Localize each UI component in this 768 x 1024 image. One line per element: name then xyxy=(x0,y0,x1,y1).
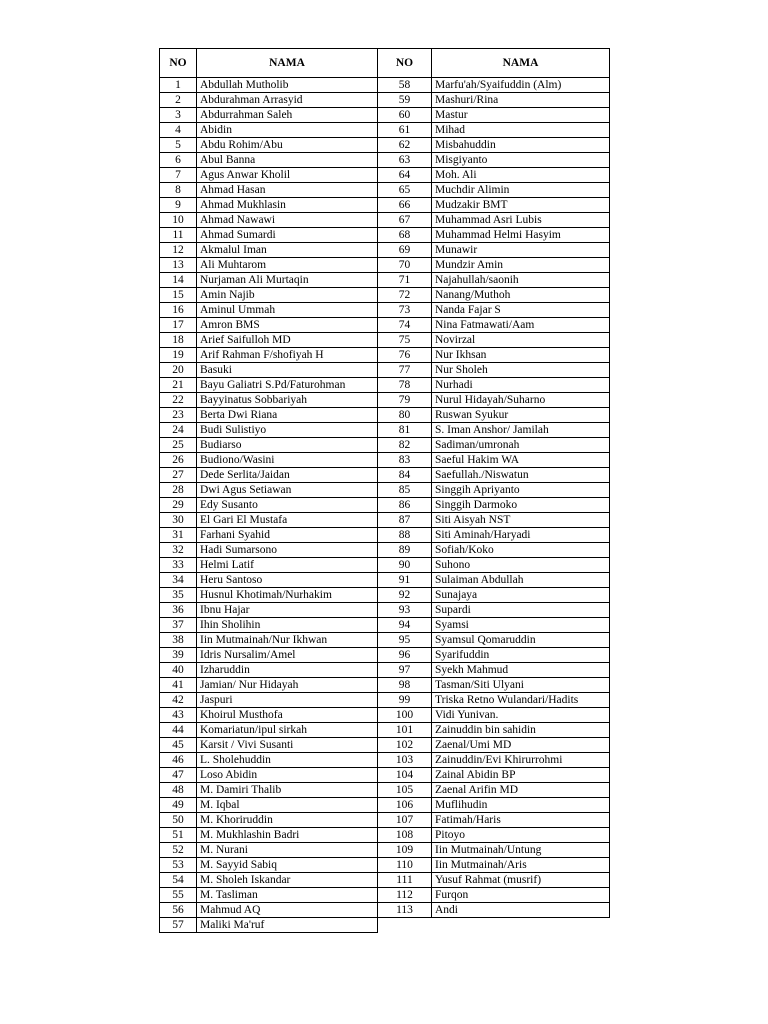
row-number-left: 50 xyxy=(160,813,197,828)
row-number-left: 32 xyxy=(160,543,197,558)
row-number-left: 31 xyxy=(160,528,197,543)
table-row xyxy=(160,798,610,813)
row-number-right: 94 xyxy=(378,618,432,633)
row-number-right: 68 xyxy=(378,228,432,243)
row-name-left: M. Sayyid Sabiq xyxy=(197,858,378,873)
empty-cell xyxy=(378,918,432,933)
row-number-right: 96 xyxy=(378,648,432,663)
row-number-right: 72 xyxy=(378,288,432,303)
row-number-right: 98 xyxy=(378,678,432,693)
row-number-right: 75 xyxy=(378,333,432,348)
row-number-right: 80 xyxy=(378,408,432,423)
row-number-right: 70 xyxy=(378,258,432,273)
row-number-right: 111 xyxy=(378,873,432,888)
table-row xyxy=(160,528,610,543)
row-number-left: 16 xyxy=(160,303,197,318)
row-number-right: 62 xyxy=(378,138,432,153)
row-name-left: Iin Mutmainah/Nur Ikhwan xyxy=(197,633,378,648)
row-number-left: 37 xyxy=(160,618,197,633)
row-number-left: 40 xyxy=(160,663,197,678)
row-number-right: 82 xyxy=(378,438,432,453)
row-name-left: M. Sholeh Iskandar xyxy=(197,873,378,888)
row-number-left: 10 xyxy=(160,213,197,228)
table-row xyxy=(160,333,610,348)
row-number-right: 95 xyxy=(378,633,432,648)
row-number-right: 85 xyxy=(378,483,432,498)
row-name-right: Tasman/Siti Ulyani xyxy=(432,678,610,693)
row-name-right: Muhammad Helmi Hasyim xyxy=(432,228,610,243)
row-name-right: Vidi Yunivan. xyxy=(432,708,610,723)
row-name-right: Syamsul Qomaruddin xyxy=(432,633,610,648)
table-row xyxy=(160,843,610,858)
row-name-left: Heru Santoso xyxy=(197,573,378,588)
table-row xyxy=(160,183,610,198)
row-number-right: 60 xyxy=(378,108,432,123)
row-number-left: 19 xyxy=(160,348,197,363)
table-row xyxy=(160,288,610,303)
row-number-left: 7 xyxy=(160,168,197,183)
table-row xyxy=(160,198,610,213)
row-name-right: Mudzakir BMT xyxy=(432,198,610,213)
row-number-right: 83 xyxy=(378,453,432,468)
row-number-left: 18 xyxy=(160,333,197,348)
row-number-right: 64 xyxy=(378,168,432,183)
row-number-left: 55 xyxy=(160,888,197,903)
header-name-right: NAMA xyxy=(432,49,610,78)
row-name-right: Pitoyo xyxy=(432,828,610,843)
row-number-right: 90 xyxy=(378,558,432,573)
row-name-right: Misgiyanto xyxy=(432,153,610,168)
table-row xyxy=(160,663,610,678)
row-name-left: M. Iqbal xyxy=(197,798,378,813)
row-number-left: 48 xyxy=(160,783,197,798)
row-name-right: Siti Aisyah NST xyxy=(432,513,610,528)
row-number-right: 77 xyxy=(378,363,432,378)
name-roster-table xyxy=(159,48,610,933)
row-number-left: 6 xyxy=(160,153,197,168)
row-number-left: 43 xyxy=(160,708,197,723)
row-name-left: Ibnu Hajar xyxy=(197,603,378,618)
row-name-right: Siti Aminah/Haryadi xyxy=(432,528,610,543)
row-number-right: 58 xyxy=(378,78,432,93)
row-name-left: Ahmad Mukhlasin xyxy=(197,198,378,213)
row-name-right: Saeful Hakim WA xyxy=(432,453,610,468)
row-number-left: 9 xyxy=(160,198,197,213)
row-name-left: Abdurrahman Saleh xyxy=(197,108,378,123)
row-name-left: Basuki xyxy=(197,363,378,378)
row-name-right: Marfu'ah/Syaifuddin (Alm) xyxy=(432,78,610,93)
row-name-left: Budi Sulistiyo xyxy=(197,423,378,438)
row-number-right: 110 xyxy=(378,858,432,873)
table-row xyxy=(160,123,610,138)
row-number-left: 28 xyxy=(160,483,197,498)
table-row xyxy=(160,513,610,528)
row-number-left: 27 xyxy=(160,468,197,483)
row-name-right: Munawir xyxy=(432,243,610,258)
row-name-left: Ali Muhtarom xyxy=(197,258,378,273)
table-row xyxy=(160,738,610,753)
row-number-right: 69 xyxy=(378,243,432,258)
table-row xyxy=(160,468,610,483)
row-name-left: Budiono/Wasini xyxy=(197,453,378,468)
row-name-left: Arief Saifulloh MD xyxy=(197,333,378,348)
table-row xyxy=(160,708,610,723)
row-number-left: 29 xyxy=(160,498,197,513)
table-row xyxy=(160,588,610,603)
row-name-left: Arif Rahman F/shofiyah H xyxy=(197,348,378,363)
row-number-left: 47 xyxy=(160,768,197,783)
row-number-left: 24 xyxy=(160,423,197,438)
row-number-right: 109 xyxy=(378,843,432,858)
row-name-right: Moh. Ali xyxy=(432,168,610,183)
row-name-left: M. Nurani xyxy=(197,843,378,858)
row-number-left: 54 xyxy=(160,873,197,888)
row-name-right: Nur Sholeh xyxy=(432,363,610,378)
table-row xyxy=(160,213,610,228)
row-number-left: 20 xyxy=(160,363,197,378)
row-number-right: 66 xyxy=(378,198,432,213)
row-number-left: 2 xyxy=(160,93,197,108)
row-number-left: 1 xyxy=(160,78,197,93)
table-row xyxy=(160,618,610,633)
row-name-left: Loso Abidin xyxy=(197,768,378,783)
row-name-right: Zainal Abidin BP xyxy=(432,768,610,783)
row-name-right: Mihad xyxy=(432,123,610,138)
row-number-right: 92 xyxy=(378,588,432,603)
row-number-left: 57 xyxy=(160,918,197,933)
table-row xyxy=(160,153,610,168)
row-name-left: Komariatun/ipul sirkah xyxy=(197,723,378,738)
row-name-left: Edy Susanto xyxy=(197,498,378,513)
row-name-left: Amin Najib xyxy=(197,288,378,303)
row-name-right: Najahullah/saonih xyxy=(432,273,610,288)
row-name-left: Jamian/ Nur Hidayah xyxy=(197,678,378,693)
row-number-left: 53 xyxy=(160,858,197,873)
table-row xyxy=(160,168,610,183)
row-number-right: 91 xyxy=(378,573,432,588)
table-row xyxy=(160,558,610,573)
table-row xyxy=(160,393,610,408)
header-row xyxy=(160,49,610,78)
header-name-left: NAMA xyxy=(197,49,378,78)
row-number-right: 76 xyxy=(378,348,432,363)
row-name-left: Dwi Agus Setiawan xyxy=(197,483,378,498)
row-name-left: Aminul Ummah xyxy=(197,303,378,318)
row-number-right: 81 xyxy=(378,423,432,438)
row-number-right: 89 xyxy=(378,543,432,558)
row-number-right: 79 xyxy=(378,393,432,408)
row-number-left: 44 xyxy=(160,723,197,738)
table-row xyxy=(160,273,610,288)
row-name-right: Fatimah/Haris xyxy=(432,813,610,828)
table-row xyxy=(160,108,610,123)
table-row xyxy=(160,918,610,933)
row-number-right: 93 xyxy=(378,603,432,618)
row-name-right: Mundzir Amin xyxy=(432,258,610,273)
table-row xyxy=(160,768,610,783)
table-row xyxy=(160,243,610,258)
table-row xyxy=(160,303,610,318)
row-number-right: 74 xyxy=(378,318,432,333)
row-number-right: 107 xyxy=(378,813,432,828)
row-name-right: Novirzal xyxy=(432,333,610,348)
row-number-left: 45 xyxy=(160,738,197,753)
row-number-left: 51 xyxy=(160,828,197,843)
row-name-right: Iin Mutmainah/Untung xyxy=(432,843,610,858)
table-row xyxy=(160,753,610,768)
row-number-left: 13 xyxy=(160,258,197,273)
row-name-left: M. Tasliman xyxy=(197,888,378,903)
table-row xyxy=(160,78,610,93)
row-name-right: Nurhadi xyxy=(432,378,610,393)
table-row xyxy=(160,138,610,153)
table-row xyxy=(160,408,610,423)
row-name-left: Abidin xyxy=(197,123,378,138)
row-number-right: 61 xyxy=(378,123,432,138)
table-row xyxy=(160,498,610,513)
table-row xyxy=(160,603,610,618)
row-number-left: 42 xyxy=(160,693,197,708)
row-name-right: Syekh Mahmud xyxy=(432,663,610,678)
row-number-right: 106 xyxy=(378,798,432,813)
row-number-right: 100 xyxy=(378,708,432,723)
row-number-left: 21 xyxy=(160,378,197,393)
row-name-right: Ruswan Syukur xyxy=(432,408,610,423)
row-name-left: Khoirul Musthofa xyxy=(197,708,378,723)
table-row xyxy=(160,693,610,708)
row-number-left: 34 xyxy=(160,573,197,588)
row-name-right: Andi xyxy=(432,903,610,918)
row-name-right: Saefullah./Niswatun xyxy=(432,468,610,483)
row-name-left: Hadi Sumarsono xyxy=(197,543,378,558)
table-row xyxy=(160,678,610,693)
row-number-right: 88 xyxy=(378,528,432,543)
row-name-left: Jaspuri xyxy=(197,693,378,708)
row-number-right: 103 xyxy=(378,753,432,768)
table-row xyxy=(160,258,610,273)
row-number-right: 104 xyxy=(378,768,432,783)
row-number-right: 99 xyxy=(378,693,432,708)
row-name-left: M. Mukhlashin Badri xyxy=(197,828,378,843)
row-name-right: Zainuddin/Evi Khirurrohmi xyxy=(432,753,610,768)
row-name-left: Ahmad Nawawi xyxy=(197,213,378,228)
table-row xyxy=(160,888,610,903)
row-name-left: Karsit / Vivi Susanti xyxy=(197,738,378,753)
row-number-left: 46 xyxy=(160,753,197,768)
table-row xyxy=(160,93,610,108)
row-number-left: 41 xyxy=(160,678,197,693)
row-number-left: 15 xyxy=(160,288,197,303)
row-number-right: 108 xyxy=(378,828,432,843)
row-number-left: 22 xyxy=(160,393,197,408)
row-name-right: Mastur xyxy=(432,108,610,123)
row-name-left: Abul Banna xyxy=(197,153,378,168)
row-name-right: Suhono xyxy=(432,558,610,573)
row-name-right: Zainuddin bin sahidin xyxy=(432,723,610,738)
row-name-left: M. Khoriruddin xyxy=(197,813,378,828)
row-number-left: 56 xyxy=(160,903,197,918)
row-number-left: 39 xyxy=(160,648,197,663)
row-name-left: Maliki Ma'ruf xyxy=(197,918,378,933)
empty-cell xyxy=(432,918,610,933)
row-name-left: Amron BMS xyxy=(197,318,378,333)
row-name-right: Syarifuddin xyxy=(432,648,610,663)
header-no-right: NO xyxy=(378,49,432,78)
row-number-left: 11 xyxy=(160,228,197,243)
row-number-right: 63 xyxy=(378,153,432,168)
row-name-right: Zaenal/Umi MD xyxy=(432,738,610,753)
row-name-right: Triska Retno Wulandari/Hadits xyxy=(432,693,610,708)
row-number-left: 49 xyxy=(160,798,197,813)
row-number-left: 38 xyxy=(160,633,197,648)
table-row xyxy=(160,348,610,363)
row-name-left: Mahmud AQ xyxy=(197,903,378,918)
table-row xyxy=(160,723,610,738)
row-name-left: L. Sholehuddin xyxy=(197,753,378,768)
row-name-right: Sunajaya xyxy=(432,588,610,603)
row-name-left: Abdurahman Arrasyid xyxy=(197,93,378,108)
table-row xyxy=(160,633,610,648)
row-name-left: Nurjaman Ali Murtaqin xyxy=(197,273,378,288)
row-number-left: 36 xyxy=(160,603,197,618)
row-number-left: 23 xyxy=(160,408,197,423)
row-number-left: 12 xyxy=(160,243,197,258)
table-row xyxy=(160,483,610,498)
row-number-right: 59 xyxy=(378,93,432,108)
row-number-right: 67 xyxy=(378,213,432,228)
row-number-right: 86 xyxy=(378,498,432,513)
row-name-right: Singgih Darmoko xyxy=(432,498,610,513)
row-name-left: Ahmad Sumardi xyxy=(197,228,378,243)
table-row xyxy=(160,453,610,468)
row-name-left: Idris Nursalim/Amel xyxy=(197,648,378,663)
row-number-right: 113 xyxy=(378,903,432,918)
table-row xyxy=(160,543,610,558)
row-name-right: Mashuri/Rina xyxy=(432,93,610,108)
header-no-left: NO xyxy=(160,49,197,78)
row-name-right: Sulaiman Abdullah xyxy=(432,573,610,588)
row-number-right: 78 xyxy=(378,378,432,393)
row-number-right: 97 xyxy=(378,663,432,678)
row-number-left: 52 xyxy=(160,843,197,858)
row-name-right: Singgih Apriyanto xyxy=(432,483,610,498)
row-name-left: Helmi Latif xyxy=(197,558,378,573)
table-row xyxy=(160,378,610,393)
table-row xyxy=(160,903,610,918)
row-name-right: Nanda Fajar S xyxy=(432,303,610,318)
row-number-left: 17 xyxy=(160,318,197,333)
row-name-right: Misbahuddin xyxy=(432,138,610,153)
row-name-right: Iin Mutmainah/Aris xyxy=(432,858,610,873)
row-name-right: Sofiah/Koko xyxy=(432,543,610,558)
row-name-left: Ihin Sholihin xyxy=(197,618,378,633)
row-number-left: 26 xyxy=(160,453,197,468)
row-name-right: Syamsi xyxy=(432,618,610,633)
table-row xyxy=(160,828,610,843)
row-name-left: Dede Serlita/Jaidan xyxy=(197,468,378,483)
row-number-right: 65 xyxy=(378,183,432,198)
row-name-right: Furqon xyxy=(432,888,610,903)
row-name-right: Zaenal Arifin MD xyxy=(432,783,610,798)
row-name-right: Nur Ikhsan xyxy=(432,348,610,363)
row-name-left: Bayu Galiatri S.Pd/Faturohman xyxy=(197,378,378,393)
row-number-right: 105 xyxy=(378,783,432,798)
row-number-right: 112 xyxy=(378,888,432,903)
row-number-right: 102 xyxy=(378,738,432,753)
row-name-left: Berta Dwi Riana xyxy=(197,408,378,423)
row-name-right: Nanang/Muthoh xyxy=(432,288,610,303)
row-name-right: Nina Fatmawati/Aam xyxy=(432,318,610,333)
table-row xyxy=(160,423,610,438)
row-number-right: 71 xyxy=(378,273,432,288)
row-name-right: Sadiman/umronah xyxy=(432,438,610,453)
table-row xyxy=(160,363,610,378)
table-row xyxy=(160,858,610,873)
row-name-right: Yusuf Rahmat (musrif) xyxy=(432,873,610,888)
table-row xyxy=(160,228,610,243)
table-row xyxy=(160,813,610,828)
table-row xyxy=(160,318,610,333)
row-number-left: 5 xyxy=(160,138,197,153)
row-name-left: Agus Anwar Kholil xyxy=(197,168,378,183)
row-name-left: Bayyinatus Sobbariyah xyxy=(197,393,378,408)
row-name-left: Ahmad Hasan xyxy=(197,183,378,198)
row-name-right: Supardi xyxy=(432,603,610,618)
table-row xyxy=(160,648,610,663)
row-name-left: Abdullah Mutholib xyxy=(197,78,378,93)
table-row xyxy=(160,438,610,453)
row-number-left: 4 xyxy=(160,123,197,138)
row-name-right: Muhammad Asri Lubis xyxy=(432,213,610,228)
row-number-left: 25 xyxy=(160,438,197,453)
row-number-right: 73 xyxy=(378,303,432,318)
row-number-left: 30 xyxy=(160,513,197,528)
row-number-right: 84 xyxy=(378,468,432,483)
row-number-right: 101 xyxy=(378,723,432,738)
row-name-left: Izharuddin xyxy=(197,663,378,678)
row-name-right: S. Iman Anshor/ Jamilah xyxy=(432,423,610,438)
table-row xyxy=(160,783,610,798)
row-name-left: Abdu Rohim/Abu xyxy=(197,138,378,153)
table-row xyxy=(160,873,610,888)
row-name-left: Farhani Syahid xyxy=(197,528,378,543)
row-name-left: Akmalul Iman xyxy=(197,243,378,258)
row-number-left: 3 xyxy=(160,108,197,123)
roster-body xyxy=(160,78,610,933)
row-name-left: Budiarso xyxy=(197,438,378,453)
row-name-left: M. Damiri Thalib xyxy=(197,783,378,798)
row-number-left: 33 xyxy=(160,558,197,573)
row-name-right: Nurul Hidayah/Suharno xyxy=(432,393,610,408)
row-number-left: 35 xyxy=(160,588,197,603)
row-name-right: Muchdir Alimin xyxy=(432,183,610,198)
row-name-right: Muflihudin xyxy=(432,798,610,813)
row-name-left: Husnul Khotimah/Nurhakim xyxy=(197,588,378,603)
table-row xyxy=(160,573,610,588)
row-number-left: 14 xyxy=(160,273,197,288)
row-number-right: 87 xyxy=(378,513,432,528)
row-name-left: El Gari El Mustafa xyxy=(197,513,378,528)
row-number-left: 8 xyxy=(160,183,197,198)
